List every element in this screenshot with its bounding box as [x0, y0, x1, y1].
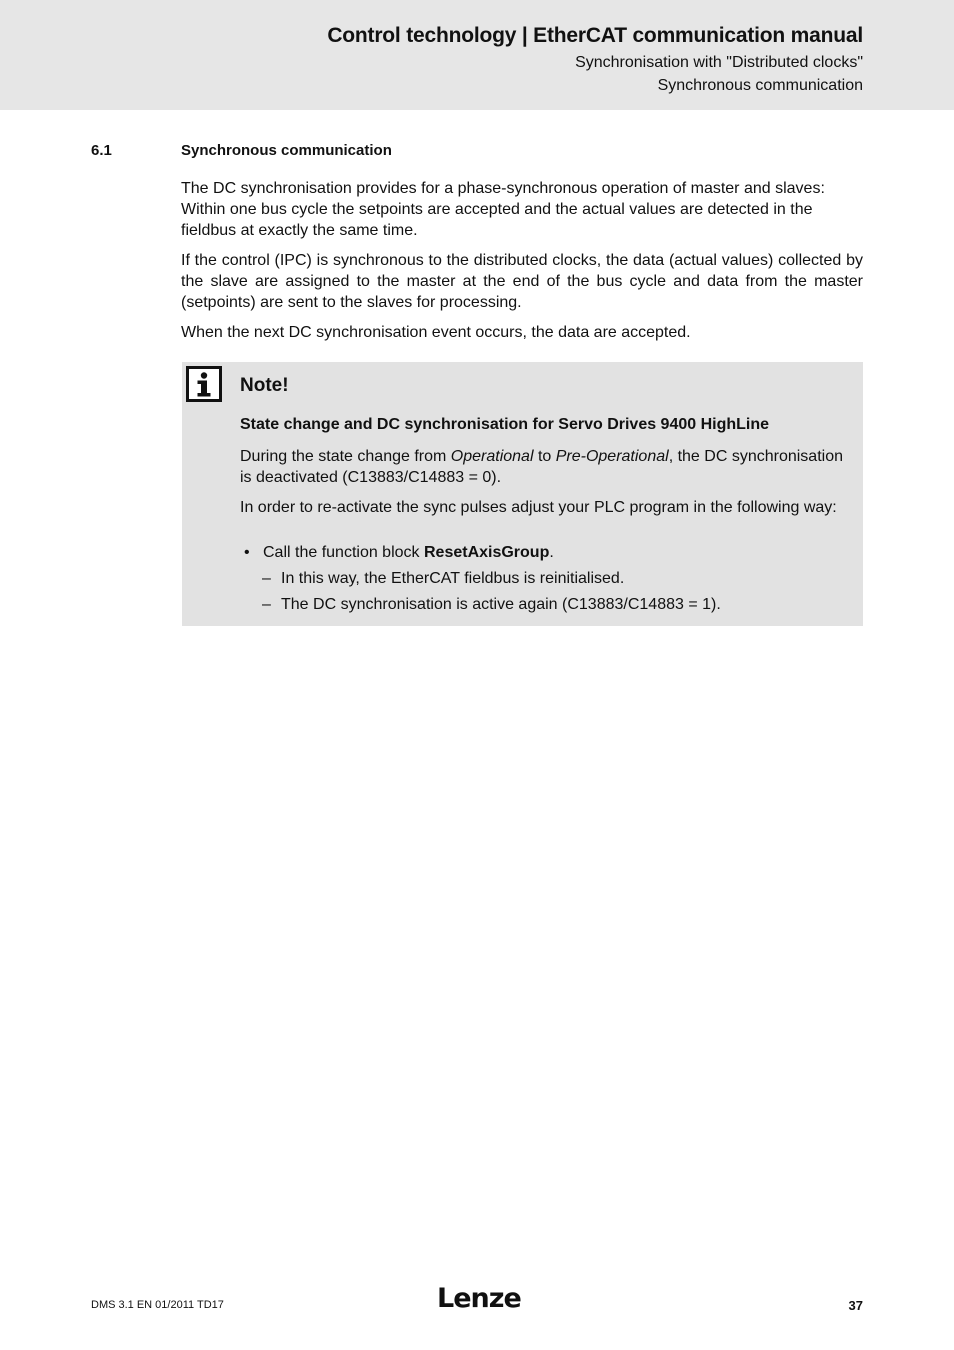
section-number: 6.1 [91, 142, 112, 159]
note-dash-item: – The DC synchronisation is active again (C13883/C14883 = 1). [262, 596, 721, 613]
note-state-change-text: During the state change from Operational to Pre-Operational, the DC synchronisation is deactivated (C13883/C14883 = 0). [240, 448, 843, 486]
bullet-mark: • [244, 544, 250, 561]
paragraph-dc-event: When the next DC synchronisation event occurs, the data are accepted. [181, 324, 691, 341]
info-icon [186, 366, 222, 402]
dash-mark: – [262, 570, 271, 587]
note-subheading: State change and DC synchronisation for Servo Drives 9400 HighLine [240, 416, 770, 433]
note-dash-item: – In this way, the EtherCAT fieldbus is reinitialised. [262, 570, 625, 587]
chapter-title: Synchronisation with "Distributed clocks" [575, 54, 863, 71]
note-box [182, 362, 863, 626]
page-header [0, 0, 954, 110]
dash-mark: – [262, 596, 271, 613]
note-heading: Note! [240, 375, 289, 396]
footer-doc-id: DMS 3.1 EN 01/2011 TD17 [91, 1299, 224, 1311]
function-block-name: ResetAxisGroup [423, 544, 550, 561]
lenze-logo: Lenze [437, 1283, 521, 1314]
manual-title: Control technology | EtherCAT communication manual [327, 24, 863, 47]
note-bullet-item: • Call the function block ResetAxisGroup. [244, 544, 554, 561]
section-running-title: Synchronous communication [657, 77, 863, 94]
page-number: 37 [848, 1298, 863, 1313]
paragraph-dc-intro: The DC synchronisation provides for a phase-synchronous operation of master and slaves: Within one bus cycle the setpoints are accepted and the actual values are detected in the fieldbus at exactly the same time. [181, 180, 825, 239]
paragraph-ipc-sync: If the control (IPC) is synchronous to the distributed clocks, the data (actual values) collected by the slave are assigned to the master at the end of the bus cycle and data from the master (setpoints) are sent to the slaves for processing. [181, 252, 863, 311]
note-reactivate-text: In order to re-activate the sync pulses adjust your PLC program in the following way: [240, 499, 837, 516]
section-title: Synchronous communication [181, 142, 392, 159]
